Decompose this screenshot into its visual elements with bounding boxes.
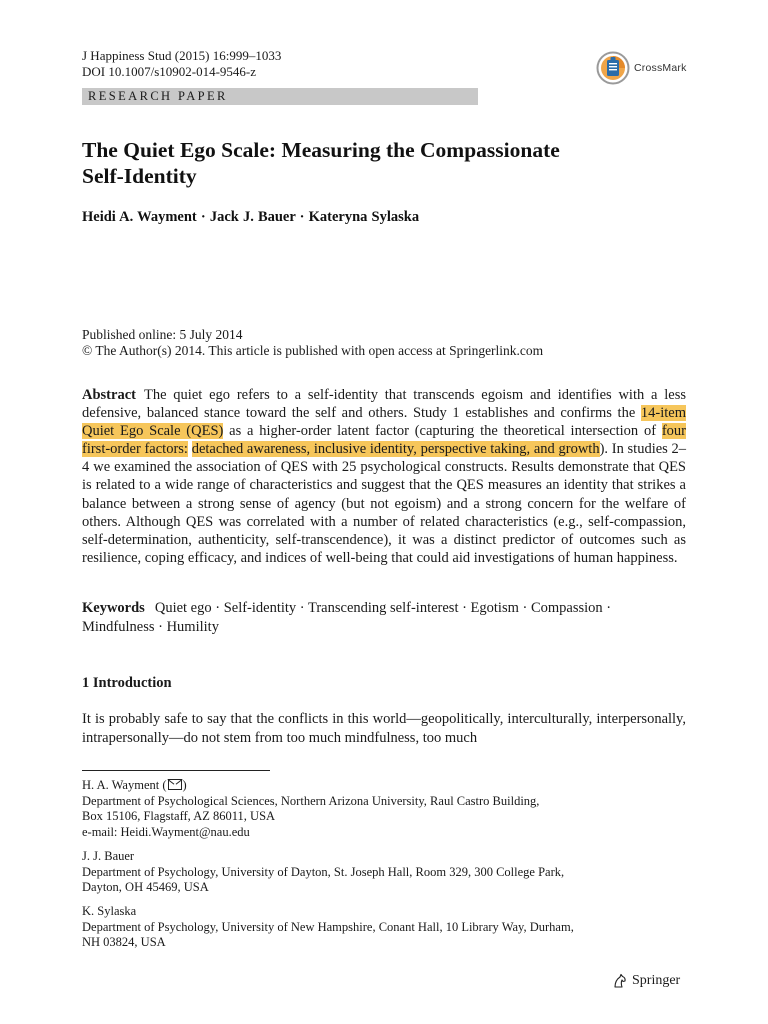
highlight[interactable]: 14-item Quiet Ego Scale (QES) <box>82 405 686 440</box>
affiliation-line: Department of Psychology, University of New Hampshire, Conant Hall, 10 Library Way, Durham, <box>82 919 574 934</box>
highlight[interactable]: four first-order factors: <box>82 423 686 458</box>
springer-horse-icon <box>612 973 628 989</box>
author-list: Heidi A. Wayment · Jack J. Bauer · Kateryna Sylaska <box>82 209 420 225</box>
publisher-name: Springer <box>632 973 681 988</box>
author-name-text: ) <box>182 778 187 792</box>
abstract-text: The quiet ego refers to a self-identity that transcends egoism and identifies with a less defensive, balanced stance toward the self and others. Study 1 establishes and confirms the <box>82 387 686 422</box>
section-type-bar <box>82 88 478 105</box>
keywords-text: Quiet ego · Self-identity · Transcending self-interest · Egotism · Compassion · Mindfulness · Humility <box>82 600 612 635</box>
affiliation-wayment <box>82 778 682 840</box>
affiliation-line: Dayton, OH 45469, USA <box>82 880 209 894</box>
paper-title-line: The Quiet Ego Scale: Measuring the Compassionate <box>82 138 560 162</box>
footnote-divider <box>82 770 270 771</box>
affiliation-line: Department of Psychological Sciences, Northern Arizona University, Raul Castro Building, <box>82 793 540 808</box>
section-type-label: RESEARCH PAPER <box>88 89 228 103</box>
author-name-text: H. A. Wayment ( <box>82 778 167 792</box>
keywords <box>82 599 686 637</box>
author-name: J. J. Bauer <box>82 849 135 863</box>
publisher-logo <box>612 973 680 989</box>
abstract-text: ). In studies 2–4 we examined the association of QES with 25 psychological constructs. Results demonstrate that QES is related to a wide range of characteristics and suggest that the QES measures an identity that strikes a balance between a strong sense of agency (but not egoism) and a strong concern for the welfare of others. Although QES was correlated with a number of related characteristics (e.g., self-compassion, self-determination, authenticity, self-transcendence), it was a distinct predictor of outcomes such as resilience, coping efficacy, and indices of well-being that could aid investigations of human happiness. <box>82 441 687 566</box>
abstract-text: as a higher-order latent factor (capturing the theoretical intersection of <box>223 423 662 440</box>
journal-citation: J Happiness Stud (2015) 16:999–1033 <box>82 48 282 63</box>
abstract <box>82 386 686 567</box>
published-date: Published online: 5 July 2014 <box>82 327 243 342</box>
copyright-notice: © The Author(s) 2014. This article is published with open access at Springerlink.com <box>82 343 544 358</box>
highlight[interactable]: detached awareness, inclusive identity, perspective taking, and growth <box>191 441 600 458</box>
affiliation-sylaska <box>82 904 682 951</box>
doi[interactable]: DOI 10.1007/s10902-014-9546-z <box>82 64 257 79</box>
keywords-heading: Keywords <box>82 600 145 616</box>
affiliation-line: Box 15106, Flagstaff, AZ 86011, USA <box>82 809 276 823</box>
crossmark-icon <box>596 51 630 85</box>
section-heading-introduction: 1 Introduction <box>82 675 172 691</box>
crossmark-badge[interactable] <box>596 50 687 86</box>
paper-title-line: Self-Identity <box>82 164 197 188</box>
affiliation-line: Department of Psychology, University of Dayton, St. Joseph Hall, Room 329, 300 College Park, <box>82 864 565 879</box>
crossmark-label: CrossMark <box>634 62 687 74</box>
abstract-heading: Abstract <box>82 387 136 403</box>
affiliation-line: NH 03824, USA <box>82 935 166 949</box>
author-name: K. Sylaska <box>82 904 137 918</box>
affiliation-bauer <box>82 849 682 896</box>
email-line[interactable]: e-mail: Heidi.Wayment@nau.edu <box>82 824 250 839</box>
author-name <box>82 778 682 794</box>
paper-title <box>82 137 702 189</box>
introduction-text: It is probably safe to say that the conflicts in this world—geopolitically, interculturally, interpersonally, intrapersonally—do not stem from too much mindfulness, too much <box>82 711 686 746</box>
envelope-icon[interactable] <box>168 779 182 790</box>
